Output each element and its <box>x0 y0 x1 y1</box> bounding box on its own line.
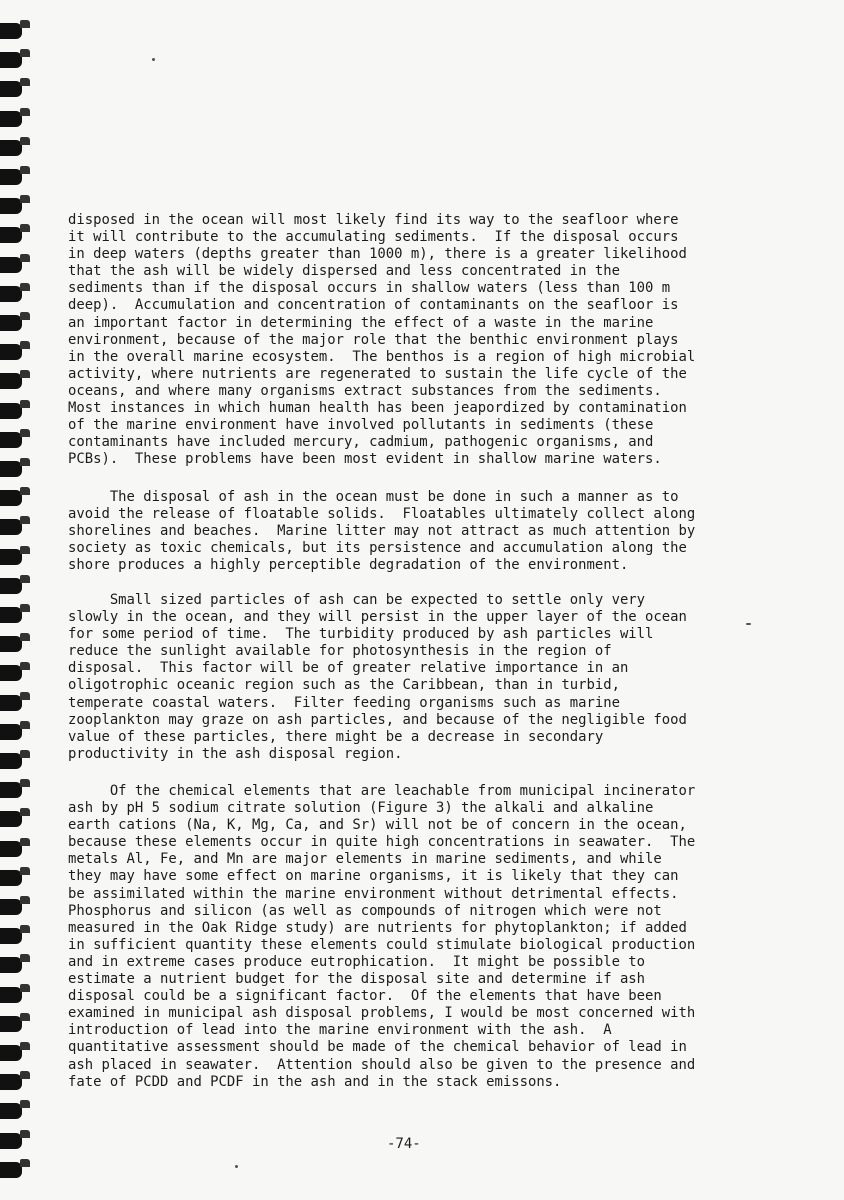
binding-ring <box>0 458 30 480</box>
binding-ring <box>0 1042 30 1064</box>
binding-ring <box>0 1071 30 1093</box>
binding-ring <box>0 954 30 976</box>
binding-ring <box>0 400 30 422</box>
binding-ring <box>0 429 30 451</box>
binding-ring <box>0 604 30 626</box>
binding-ring <box>0 195 30 217</box>
binding-ring <box>0 984 30 1006</box>
binding-ring <box>0 137 30 159</box>
binding-ring <box>0 108 30 130</box>
binding-ring <box>0 808 30 830</box>
binding-ring <box>0 20 30 42</box>
binding-ring <box>0 662 30 684</box>
spiral-binding <box>0 20 40 1190</box>
paragraph-2: The disposal of ash in the ocean must be done in such a manner as to avoid the release of floatable solids. Floatables ultimately collect along shorelines and beaches. Marine litter may not attract as much attention by society as toxic chemicals, but its persistence and accumulation along the shore produces a highly perceptible degradation of the environment. <box>68 489 696 574</box>
paragraph-3: Small sized particles of ash can be expected to settle only very slowly in the ocean, and they will persist in the upper layer of the ocean for some period of time. The turbidity produced by ash particles will reduce the sunlight available for photosynthesis in the region of disposal. This factor will be of greater relative importance in an oligotrophic oceanic region such as the Caribbean, than in turbid, temperate coastal waters. Filter feeding organisms such as marine zooplankton may graze on ash particles, and because of the negligible food value of these particles, there might be a decrease in secondary productivity in the ash disposal region. <box>68 592 687 762</box>
binding-ring <box>0 925 30 947</box>
binding-ring <box>0 516 30 538</box>
binding-ring <box>0 1013 30 1035</box>
binding-ring <box>0 312 30 334</box>
binding-ring <box>0 254 30 276</box>
binding-ring <box>0 49 30 71</box>
paper-speck <box>152 58 155 61</box>
binding-ring <box>0 341 30 363</box>
binding-ring <box>0 487 30 509</box>
binding-ring <box>0 166 30 188</box>
paper-speck <box>746 623 751 625</box>
binding-ring <box>0 224 30 246</box>
binding-ring <box>0 838 30 860</box>
binding-ring <box>0 867 30 889</box>
binding-ring <box>0 1100 30 1122</box>
binding-ring <box>0 1130 30 1152</box>
paragraph-4: Of the chemical elements that are leachable from municipal incinerator ash by pH 5 sodium citrate solution (Figure 3) the alkali and alkaline earth cations (Na, K, Mg, Ca, and Sr) will not be of concern in the ocean, because these elements occur in quite high concentrations in seawater. The metals Al, Fe, and Mn are major elements in marine sediments, and while they may have some effect on marine organisms, it is likely that they can be assimilated within the marine environment without detrimental effects. Phosphorus and silicon (as well as compounds of nitrogen which were not measured in the Oak Ridge study) are nutrients for phytoplankton; if added in sufficient quantity these elements could stimulate biological production and in extreme cases produce eutrophication. It might be possible to estimate a nutrient budget for the disposal site and determine if ash disposal could be a significant factor. Of the elements that have been examined in municipal ash disposal problems, I would be most concerned with introduction of lead into the marine environment with the ash. A quantitative assessment should be made of the chemical behavior of lead in ash placed in seawater. Attention should also be given to the presence and fate of PCDD and PCDF in the ash and in the stack emissons. <box>68 783 696 1090</box>
binding-ring <box>0 283 30 305</box>
binding-ring <box>0 750 30 772</box>
binding-ring <box>0 370 30 392</box>
binding-ring <box>0 779 30 801</box>
binding-ring <box>0 721 30 743</box>
binding-ring <box>0 575 30 597</box>
binding-ring <box>0 633 30 655</box>
paper-speck <box>235 1165 238 1168</box>
binding-ring <box>0 546 30 568</box>
binding-ring <box>0 692 30 714</box>
binding-ring <box>0 78 30 100</box>
binding-ring <box>0 896 30 918</box>
page-number: -74- <box>387 1136 421 1152</box>
paragraph-1: disposed in the ocean will most likely find its way to the seafloor where it will contribute to the accumulating sediments. If the disposal occurs in deep waters (depths greater than 1000 m), there is a greater likelihood that the ash will be widely dispersed and less concentrated in the sediments than if the disposal occurs in shallow waters (less than 100 m deep). Accumulation and concentration of contaminants on the seafloor is an important factor in determining the effect of a waste in the marine environment, because of the major role that the benthic environment plays in the overall marine ecosystem. The benthos is a region of high microbial activity, where nutrients are regenerated to sustain the life cycle of the oceans, and where many organisms extract substances from the sediments. Most instances in which human health has been jeapordized by contamination of the marine environment have involved pollutants in sediments (these contaminants have included mercury, cadmium, pathogenic organisms, and PCBs). These problems have been most evident in shallow marine waters. <box>68 212 696 468</box>
binding-ring <box>0 1159 30 1181</box>
